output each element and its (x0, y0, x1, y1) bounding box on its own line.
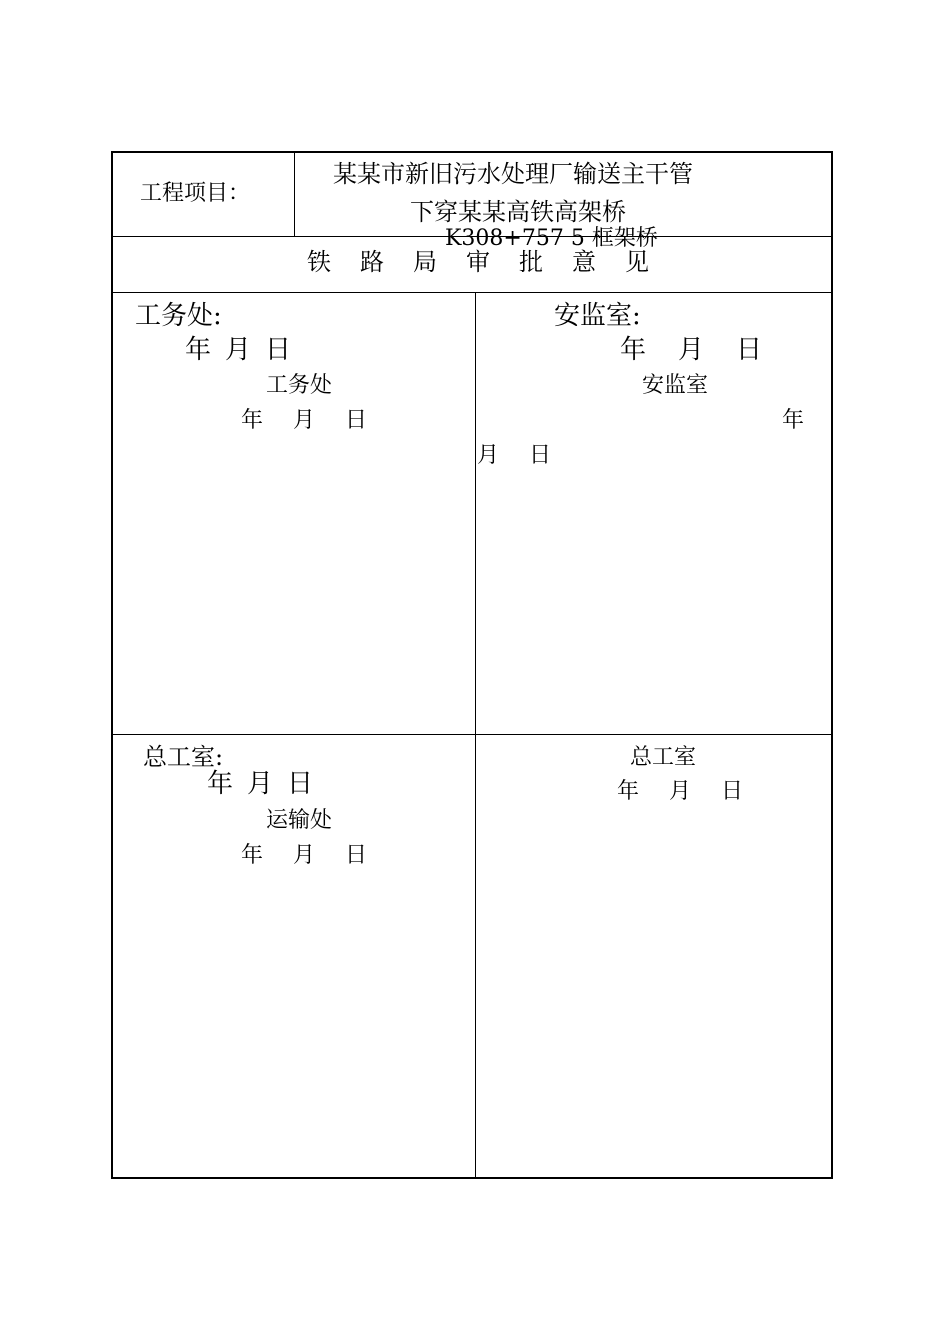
project-title-line3: K308+757 5 框架桥 (445, 226, 658, 251)
month-char: 月 (678, 335, 705, 365)
row-divider-line (113, 734, 833, 735)
month-char: 月 (669, 779, 692, 804)
gongwu-sign-date (241, 410, 367, 432)
project-title-line3-clip (413, 223, 713, 251)
day-char: 日 (736, 335, 763, 365)
day-char: 日 (345, 843, 368, 868)
year-char: 年 (620, 335, 647, 365)
yunshu-sign-unit: 运输处 (266, 808, 333, 833)
day-char: 日 (529, 443, 552, 468)
section-title: 铁路局审批意见 (307, 248, 678, 276)
year-char: 年 (207, 769, 234, 799)
gongwu-date-large (185, 337, 291, 363)
day-char: 日 (287, 769, 314, 799)
anjian-label: 安监室: (554, 301, 641, 331)
project-title-line1: 某某市新旧污水处理厂输送主干管 (333, 160, 693, 188)
section-title-bottom-line (113, 292, 833, 293)
year-char: 年 (185, 335, 212, 365)
day-char: 日 (345, 408, 368, 433)
anjian-date-large (620, 337, 762, 363)
project-title-line2: 下穿某某高铁高架桥 (410, 198, 626, 226)
header-divider-vertical (294, 153, 295, 236)
day-char: 日 (265, 335, 292, 365)
zonggong-date-large (207, 771, 313, 797)
year-char: 年 (241, 843, 264, 868)
zonggong-label: 总工室: (143, 743, 224, 771)
approval-form (111, 151, 833, 1179)
gongwu-sign-unit: 工务处 (266, 373, 333, 398)
day-char: 日 (721, 779, 744, 804)
year-char: 年 (617, 779, 640, 804)
month-char: 月 (247, 769, 274, 799)
anjian-sign-year: 年 (782, 408, 805, 433)
anjian-sign-unit: 安监室 (642, 373, 709, 398)
yunshu-sign-date (241, 845, 367, 867)
month-char: 月 (293, 843, 316, 868)
month-char: 月 (225, 335, 252, 365)
month-char: 月 (293, 408, 316, 433)
zonggong-right-sign-date (617, 781, 743, 803)
zonggong-right-sign-unit: 总工室 (630, 745, 697, 770)
year-char: 年 (241, 408, 264, 433)
gongwu-label: 工务处: (135, 301, 222, 331)
project-label: 工程项目： (140, 181, 251, 206)
anjian-sign-month-day (477, 445, 551, 467)
month-char: 月 (477, 443, 500, 468)
middle-divider-vertical (475, 292, 476, 1179)
